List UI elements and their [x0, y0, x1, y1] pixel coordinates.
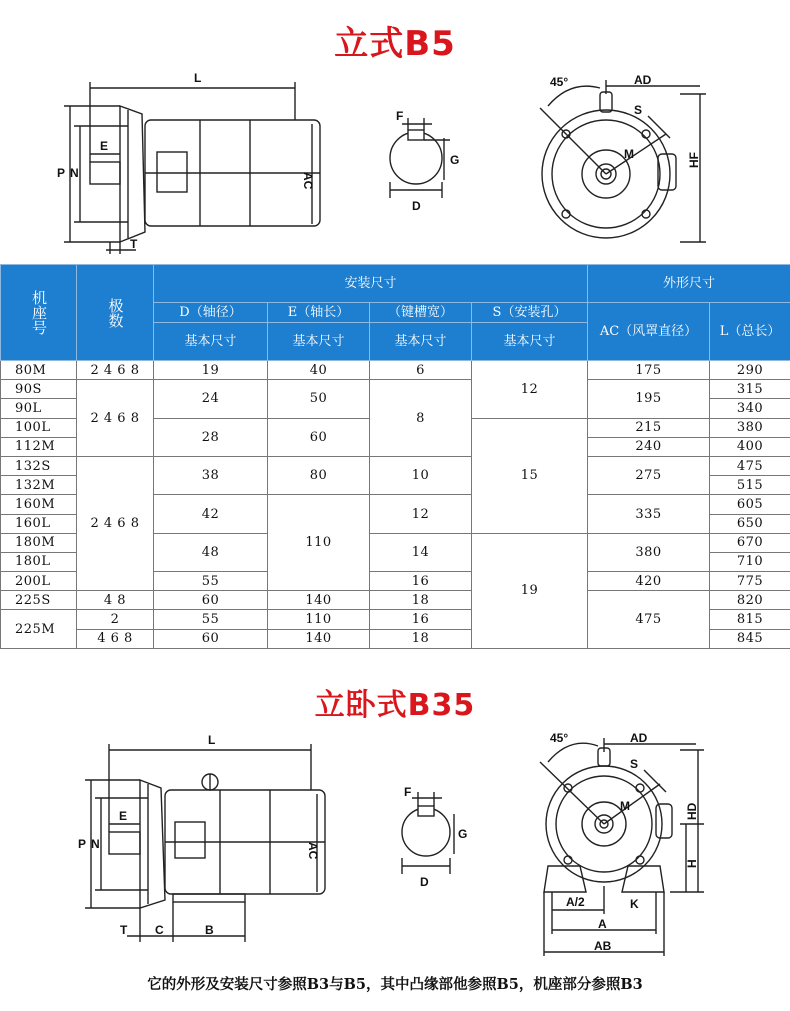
cell-L: 315 — [710, 380, 790, 399]
cell-AC: 195 — [588, 380, 710, 418]
cell-D: 55 — [154, 572, 268, 591]
cell-L: 775 — [710, 572, 790, 591]
label-E: E — [100, 139, 109, 153]
cell-seat: 225S — [1, 591, 77, 610]
cell-AC: 215 — [588, 418, 710, 437]
cell-L: 650 — [710, 514, 790, 533]
cell-D: 60 — [154, 629, 268, 648]
label-T: T — [130, 237, 138, 251]
header-basic-key: 基本尺寸 — [370, 323, 472, 361]
cell-D: 48 — [154, 533, 268, 571]
label-angle-45: 45° — [550, 75, 569, 89]
cell-poles: 2 4 6 8 — [77, 456, 154, 590]
cell-E: 110 — [268, 495, 370, 591]
header-col-D: D（轴径） — [154, 303, 268, 323]
label-HF: HF — [687, 152, 701, 168]
footer-note: 它的外形及安装尺寸参照B3与B5，其中凸缘部他参照B5，机座部分参照B3 — [147, 976, 643, 993]
cell-poles: 2 4 6 8 — [77, 380, 154, 457]
title-b5: 立式B5 — [334, 24, 456, 64]
cell-L: 400 — [710, 437, 790, 456]
label-N-b35: N — [91, 837, 100, 851]
cell-L: 380 — [710, 418, 790, 437]
label-E-b35: E — [119, 809, 128, 823]
cell-seat: 225M — [1, 610, 77, 648]
table-row — [1, 591, 790, 610]
cell-key: 6 — [370, 361, 472, 380]
label-AB-b35: AB — [594, 939, 612, 953]
cell-S: 12 — [472, 361, 588, 419]
cell-S: 19 — [472, 533, 588, 648]
cell-E: 110 — [268, 610, 370, 629]
label-D: D — [412, 199, 421, 213]
cell-D: 60 — [154, 591, 268, 610]
cell-AC: 240 — [588, 437, 710, 456]
header-col-L: L（总长） — [710, 303, 790, 361]
cell-L: 290 — [710, 361, 790, 380]
label-L: L — [194, 71, 202, 85]
label-F-b35: F — [404, 785, 412, 799]
b35-front-view-drawing — [530, 726, 720, 966]
cell-D: 55 — [154, 610, 268, 629]
cell-key: 16 — [370, 610, 472, 629]
label-AD-b35: AD — [630, 731, 648, 745]
cell-D: 38 — [154, 456, 268, 494]
header-col-key: （键槽宽） — [370, 303, 472, 323]
cell-L: 605 — [710, 495, 790, 514]
label-G: G — [450, 153, 460, 167]
label-AD: AD — [634, 73, 652, 87]
b5-front-view-drawing — [530, 66, 720, 256]
cell-seat: 112M — [1, 437, 77, 456]
label-P-b35: P — [78, 837, 87, 851]
cell-D: 24 — [154, 380, 268, 418]
label-H-b35: H — [685, 859, 699, 868]
cell-seat: 100L — [1, 418, 77, 437]
header-install: 安装尺寸 — [154, 265, 588, 303]
label-A-b35: A — [598, 917, 607, 931]
cell-AC: 275 — [588, 456, 710, 494]
cell-poles: 2 — [77, 610, 154, 629]
cell-E: 140 — [268, 591, 370, 610]
cell-seat: 90S — [1, 380, 77, 399]
header-basic-E: 基本尺寸 — [268, 323, 370, 361]
b5-shaft-section-drawing — [378, 108, 478, 218]
header-poles: 极数 — [77, 265, 154, 361]
cell-key: 14 — [370, 533, 472, 571]
cell-E: 80 — [268, 456, 370, 494]
header-col-AC: AC（风罩直径） — [588, 303, 710, 361]
label-M: M — [624, 147, 634, 161]
cell-seat: 90L — [1, 399, 77, 418]
header-col-E: E（轴长） — [268, 303, 370, 323]
label-S: S — [634, 103, 643, 117]
header-basic-D: 基本尺寸 — [154, 323, 268, 361]
cell-E: 50 — [268, 380, 370, 418]
label-F: F — [396, 109, 404, 123]
cell-poles: 2 4 6 8 — [77, 361, 154, 380]
cell-L: 710 — [710, 552, 790, 571]
label-L-b35: L — [208, 733, 216, 747]
cell-L: 670 — [710, 533, 790, 552]
cell-poles: 4 8 — [77, 591, 154, 610]
cell-E: 60 — [268, 418, 370, 456]
cell-D: 19 — [154, 361, 268, 380]
label-C-b35: C — [155, 923, 164, 937]
label-AC-b35: AC — [306, 842, 320, 860]
label-K-b35: K — [630, 897, 639, 911]
label-S-b35: S — [630, 757, 639, 771]
cell-D: 28 — [154, 418, 268, 456]
cell-poles: 4 6 8 — [77, 629, 154, 648]
label-T-b35: T — [120, 923, 128, 937]
label-P: P — [57, 166, 66, 180]
cell-L: 845 — [710, 629, 790, 648]
cell-D: 42 — [154, 495, 268, 533]
header-basic-S: 基本尺寸 — [472, 323, 588, 361]
cell-seat: 80M — [1, 361, 77, 380]
cell-key: 16 — [370, 572, 472, 591]
cell-L: 340 — [710, 399, 790, 418]
label-HD-b35: HD — [685, 802, 699, 820]
cell-AC: 420 — [588, 572, 710, 591]
label-angle-45-b35: 45° — [550, 731, 569, 745]
cell-L: 820 — [710, 591, 790, 610]
spec-table — [0, 264, 790, 649]
cell-key: 8 — [370, 380, 472, 457]
b5-side-view-drawing — [50, 66, 330, 256]
label-D-b35: D — [420, 875, 429, 889]
b35-side-view-drawing — [75, 730, 345, 945]
cell-L: 475 — [710, 456, 790, 475]
cell-S: 15 — [472, 418, 588, 533]
cell-AC: 475 — [588, 591, 710, 649]
cell-key: 18 — [370, 629, 472, 648]
table-row — [1, 456, 790, 475]
cell-E: 140 — [268, 629, 370, 648]
cell-seat: 132S — [1, 456, 77, 475]
header-outline: 外形尺寸 — [588, 265, 790, 303]
label-B-b35: B — [205, 923, 214, 937]
cell-seat: 200L — [1, 572, 77, 591]
label-N: N — [70, 166, 79, 180]
cell-AC: 380 — [588, 533, 710, 571]
title-b35: 立卧式B35 — [314, 688, 476, 723]
cell-seat: 160L — [1, 514, 77, 533]
table-row — [1, 361, 790, 380]
cell-seat: 160M — [1, 495, 77, 514]
cell-seat: 132M — [1, 476, 77, 495]
header-col-S: S（安装孔） — [472, 303, 588, 323]
cell-AC: 175 — [588, 361, 710, 380]
cell-L: 815 — [710, 610, 790, 629]
cell-key: 10 — [370, 456, 472, 494]
cell-key: 12 — [370, 495, 472, 533]
cell-seat: 180M — [1, 533, 77, 552]
cell-seat: 180L — [1, 552, 77, 571]
cell-L: 515 — [710, 476, 790, 495]
label-G-b35: G — [458, 827, 468, 841]
cell-E: 40 — [268, 361, 370, 380]
header-seat: 机座号 — [1, 265, 77, 361]
table-row — [1, 380, 790, 399]
cell-AC: 335 — [588, 495, 710, 533]
label-M-b35: M — [620, 799, 630, 813]
cell-key: 18 — [370, 591, 472, 610]
b35-shaft-section-drawing — [392, 782, 492, 892]
label-AC: AC — [301, 172, 315, 190]
label-A-half-b35: A/2 — [566, 895, 585, 909]
